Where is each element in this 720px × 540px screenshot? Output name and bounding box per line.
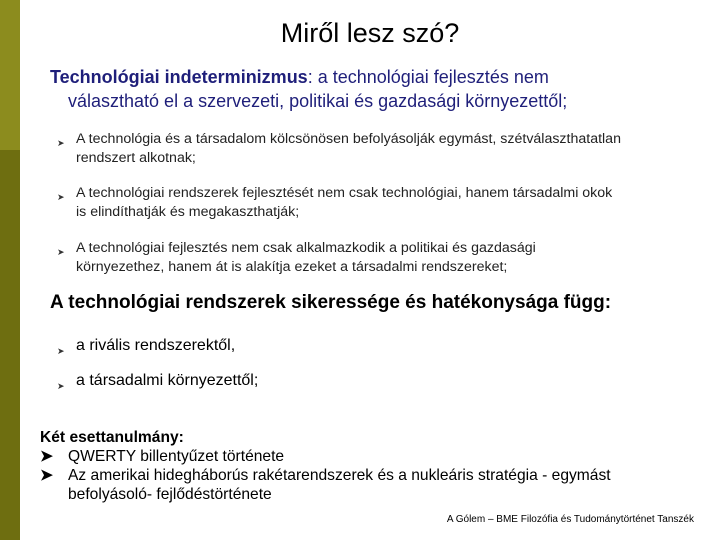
dependency-text: a társadalmi környezettől;: [76, 372, 259, 389]
intro-line2: választható el a szervezeti, politikai és gazdasági környezettől;: [68, 91, 568, 111]
sub-bullet-line2: is elindíthatják és megakaszthatják;: [76, 204, 300, 220]
sub-bullet-line2: rendszert alkotnak;: [76, 150, 196, 166]
dependency-item: [50, 371, 258, 391]
intro-term: Technológiai indeterminizmus: [50, 67, 308, 87]
sub-bullet: [50, 184, 710, 222]
case-study-line1: Az amerikai hidegháborús rakétarendszerek és a nukleáris stratégia - egymást: [68, 467, 611, 484]
case-studies-heading: Két esettanulmány:: [40, 429, 184, 446]
slide-title: Miről lesz szó?: [280, 18, 460, 48]
slide-sidebar-decoration: [0, 0, 20, 540]
dependency-item: [50, 336, 235, 356]
arrow-bullet-icon: ➤: [57, 381, 65, 391]
sub-bullet: [50, 239, 710, 277]
slide-footer: A Gólem – BME Filozófia és Tudománytörténet Tanszék: [446, 514, 694, 525]
case-study-item: [40, 447, 710, 466]
case-study-item: [40, 466, 710, 504]
arrow-bullet-icon: ➤: [57, 247, 65, 257]
sub-bullet-line1: A technológiai fejlesztés nem csak alkalmazkodik a politikai és gazdasági: [76, 240, 536, 256]
case-studies-block: [40, 428, 710, 504]
section-heading: A technológiai rendszerek sikeressége és hatékonysága függ:: [50, 292, 612, 313]
arrow-bullet-icon: ➤: [40, 448, 54, 465]
sub-bullet-line1: A technológia és a társadalom kölcsönösen befolyásolják egymást, szétválaszthatatlan: [76, 131, 621, 147]
intro-line1: : a technológiai fejlesztés nem: [307, 67, 549, 87]
arrow-bullet-icon: ➤: [57, 192, 65, 202]
arrow-bullet-icon: ➤: [40, 467, 54, 484]
sub-bullet: [50, 130, 710, 168]
case-study-line1: QWERTY billentyűzet története: [68, 448, 285, 465]
intro-paragraph: [50, 65, 690, 113]
sub-bullet-line2: környezethez, hanem át is alakítja ezeket a társadalmi rendszereket;: [76, 259, 508, 275]
dependency-text: a rivális rendszerektől,: [76, 337, 236, 354]
arrow-bullet-icon: ➤: [57, 346, 65, 356]
sub-bullet-line1: A technológiai rendszerek fejlesztését nem csak technológiai, hanem társadalmi okok: [76, 185, 613, 201]
arrow-bullet-icon: ➤: [57, 138, 65, 148]
case-study-line2: befolyásoló- fejlődéstörténete: [68, 486, 272, 503]
